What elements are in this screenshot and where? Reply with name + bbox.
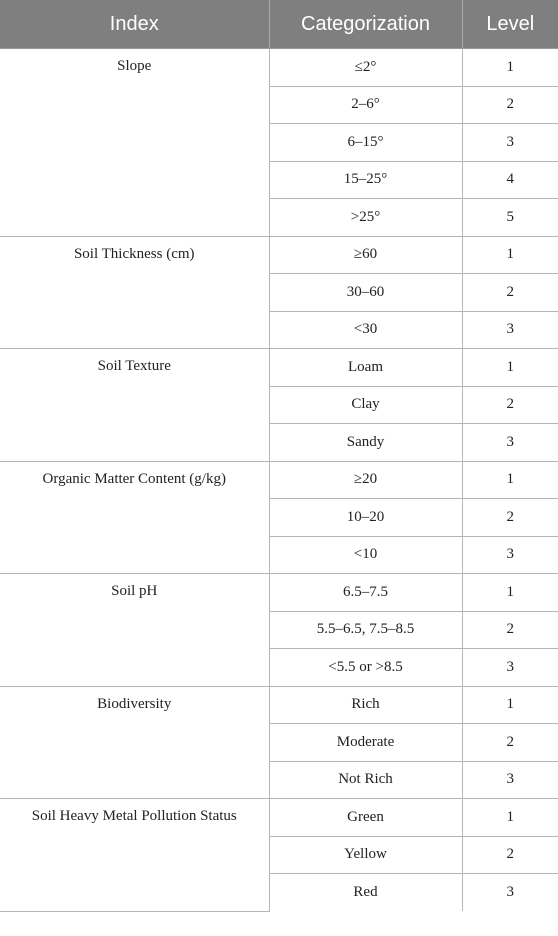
table-body (0, 49, 558, 912)
table-row (0, 461, 558, 499)
category-cell: ≥20 (269, 461, 462, 499)
level-cell: 2 (462, 724, 558, 762)
index-cell-slope: Slope (0, 49, 269, 237)
table-row (0, 799, 558, 837)
level-cell: 1 (462, 349, 558, 387)
category-cell: ≥60 (269, 236, 462, 274)
level-cell: 1 (462, 686, 558, 724)
category-cell: Sandy (269, 424, 462, 462)
category-cell: 6.5–7.5 (269, 574, 462, 612)
category-cell: Red (269, 874, 462, 912)
level-cell: 3 (462, 874, 558, 912)
category-cell: 2–6° (269, 86, 462, 124)
category-cell: 30–60 (269, 274, 462, 312)
index-cell-soil-texture: Soil Texture (0, 349, 269, 462)
category-cell: <30 (269, 311, 462, 349)
level-cell: 2 (462, 611, 558, 649)
index-cell-biodiversity: Biodiversity (0, 686, 269, 799)
table-row (0, 349, 558, 387)
level-cell: 2 (462, 86, 558, 124)
header-index: Index (0, 0, 269, 49)
category-cell: 5.5–6.5, 7.5–8.5 (269, 611, 462, 649)
table-row (0, 686, 558, 724)
level-cell: 3 (462, 761, 558, 799)
table-header (0, 0, 558, 49)
table-row (0, 574, 558, 612)
category-cell: <10 (269, 536, 462, 574)
level-cell: 3 (462, 649, 558, 687)
table-row (0, 236, 558, 274)
category-cell: Green (269, 799, 462, 837)
header-row (0, 0, 558, 49)
level-cell: 2 (462, 836, 558, 874)
level-cell: 3 (462, 536, 558, 574)
category-cell: >25° (269, 199, 462, 237)
level-cell: 1 (462, 799, 558, 837)
level-cell: 5 (462, 199, 558, 237)
level-cell: 2 (462, 274, 558, 312)
index-cell-organic-matter: Organic Matter Content (g/kg) (0, 461, 269, 574)
category-cell: 10–20 (269, 499, 462, 537)
category-cell: Loam (269, 349, 462, 387)
category-cell: <5.5 or >8.5 (269, 649, 462, 687)
level-cell: 1 (462, 461, 558, 499)
category-cell: 15–25° (269, 161, 462, 199)
header-level: Level (462, 0, 558, 49)
level-cell: 3 (462, 311, 558, 349)
level-cell: 1 (462, 574, 558, 612)
category-cell: ≤2° (269, 49, 462, 87)
header-categorization: Categorization (269, 0, 462, 49)
category-cell: Rich (269, 686, 462, 724)
level-cell: 2 (462, 386, 558, 424)
level-cell: 2 (462, 499, 558, 537)
index-cell-soil-ph: Soil pH (0, 574, 269, 687)
level-cell: 1 (462, 236, 558, 274)
index-cell-heavy-metal: Soil Heavy Metal Pollution Status (0, 799, 269, 912)
category-cell: Not Rich (269, 761, 462, 799)
category-cell: Moderate (269, 724, 462, 762)
table-row (0, 49, 558, 87)
level-cell: 3 (462, 124, 558, 162)
level-cell: 1 (462, 49, 558, 87)
category-cell: 6–15° (269, 124, 462, 162)
index-cell-soil-thickness: Soil Thickness (cm) (0, 236, 269, 349)
level-cell: 3 (462, 424, 558, 462)
category-cell: Yellow (269, 836, 462, 874)
level-cell: 4 (462, 161, 558, 199)
category-cell: Clay (269, 386, 462, 424)
